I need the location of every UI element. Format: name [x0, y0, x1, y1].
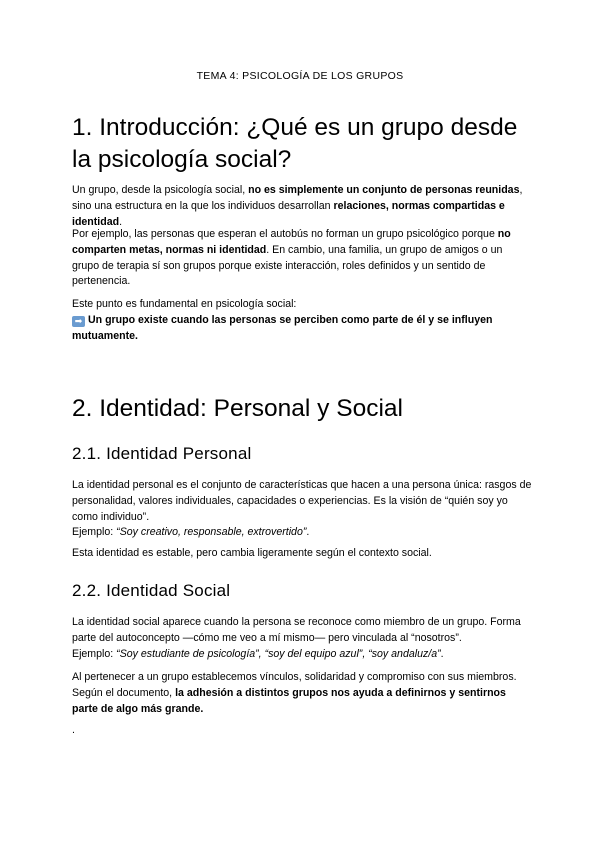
subsection-2-2-heading: 2.2. Identidad Social [72, 581, 231, 600]
text-run: La identidad personal es el conjunto de características que hacen a una persona única: rasgos de personalidad, valores individuales, capacidades o experiencias. Es la visión de “quién soy yo como individuo”. [72, 479, 532, 523]
bold-run: relaciones, normas compartidas e identidad [72, 199, 505, 228]
section-1-heading: 1. Introducción: ¿Qué es un grupo desde la psicología social? [72, 114, 518, 173]
section-1-paragraph-1 [72, 183, 532, 230]
text-run: . [119, 215, 123, 228]
arrow-right-icon: ➡ [72, 316, 85, 327]
bold-run: no comparten metas, normas ni identidad [72, 228, 511, 256]
page-header: TEMA 4: PSICOLOGÍA DE LOS GRUPOS [196, 70, 404, 82]
text-run: Al pertenecer a un grupo establecemos vínculos, solidaridad y compromiso con sus miembros. Según el documento, [72, 671, 517, 699]
bold-run: la adhesión a distintos grupos nos ayuda a definirnos y sentirnos parte de algo más grande. [72, 686, 506, 715]
bold-run: no es simplemente un conjunto de personas reunidas [248, 184, 520, 196]
text-run: Un grupo, desde la psicología social, [72, 184, 249, 196]
subsection-2-1-paragraph-2: Esta identidad es estable, pero cambia ligeramente según el contexto social. [72, 547, 432, 559]
subsection-2-1-paragraph-1 [72, 478, 532, 541]
text-run: Ejemplo: [72, 526, 117, 539]
text-run: La identidad social aparece cuando la persona se reconoce como miembro de un grupo. Forma parte del autoconcepto —cómo me veo a mí mismo— pero vinculada al “nosotros”. [72, 616, 521, 644]
text-run: Este punto es fundamental en psicología social: [72, 298, 297, 310]
subsection-2-2-paragraph-2 [72, 670, 532, 717]
italic-run: “Soy estudiante de psicología”, “soy del equipo azul”, “soy andaluz/a” [116, 647, 441, 660]
subsection-2-1-heading: 2.1. Identidad Personal [72, 444, 252, 463]
section-1-paragraph-2 [72, 227, 532, 290]
bold-run: Un grupo existe cuando las personas se perciben como parte de él y se influyen mutuamente. [72, 313, 493, 342]
subsection-2-2-paragraph-1 [72, 615, 532, 662]
text-run: Por ejemplo, las personas que esperan el autobús no forman un grupo psicológico porque [72, 228, 498, 240]
text-run: . En cambio, una familia, un grupo de amigos o un grupo de terapia sí son grupos porque existe interacción, roles definidos y un sentido de pertenencia. [72, 243, 503, 288]
text-run: Ejemplo: [72, 647, 117, 660]
text-run: , sino una estructura en la que los individuos desarrollan [72, 184, 523, 212]
text-run: . [440, 647, 444, 660]
text-run: . [306, 526, 310, 539]
section-2-heading: 2. Identidad: Personal y Social [72, 395, 403, 422]
italic-run: “Soy creativo, responsable, extrovertido” [116, 526, 307, 539]
section-1-paragraph-3 [72, 297, 532, 344]
trailing-period: . [72, 724, 75, 736]
